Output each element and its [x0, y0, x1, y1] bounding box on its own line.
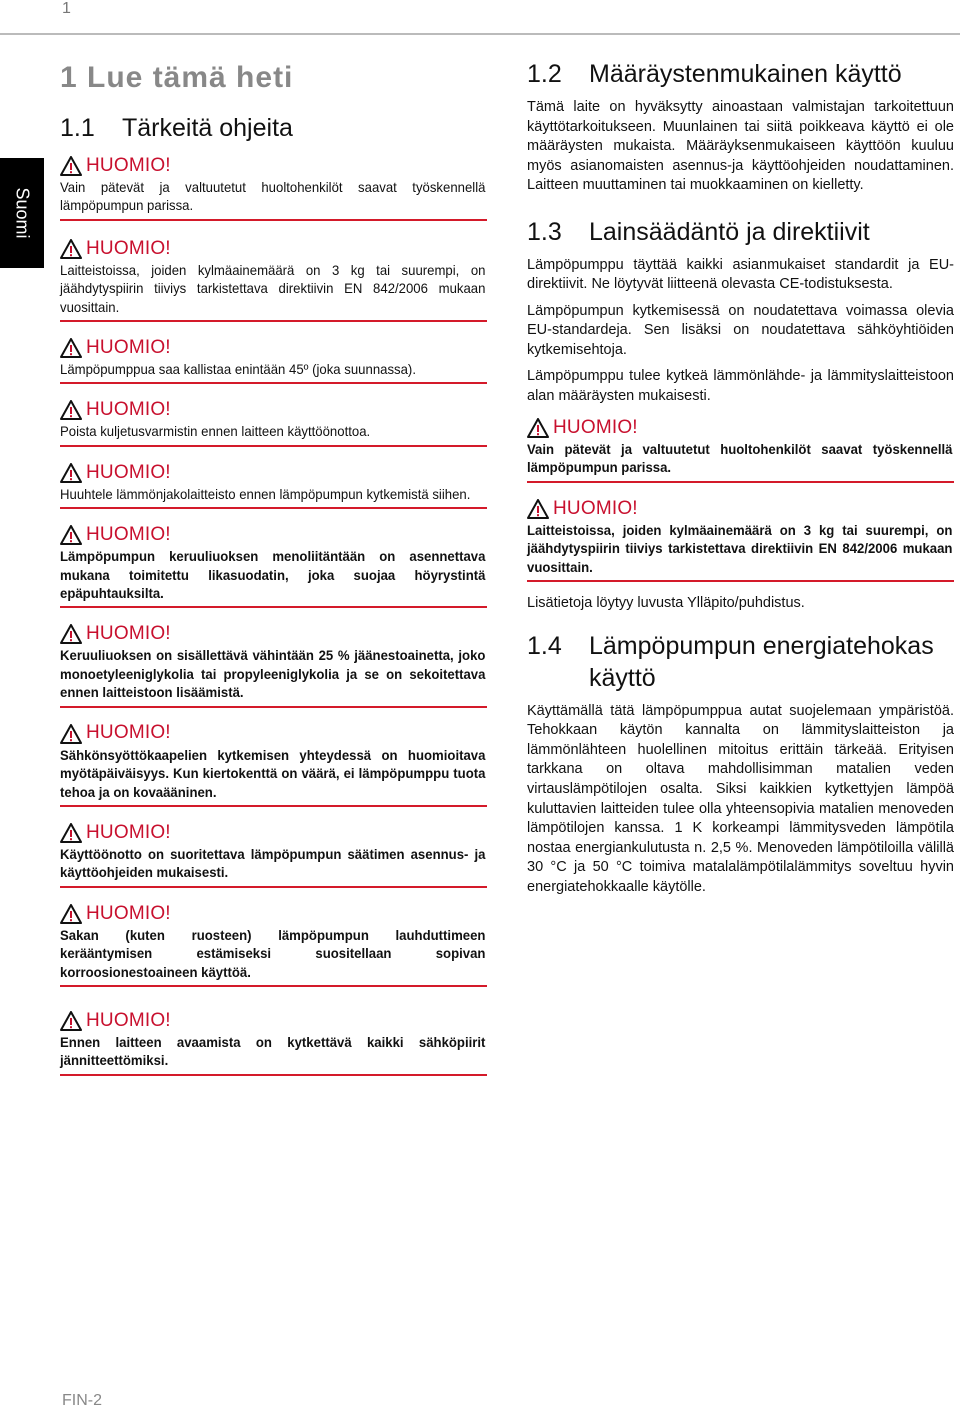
warning-header — [60, 154, 487, 178]
warning-title: HUOMIO! — [86, 154, 171, 176]
section-1-1-heading — [60, 112, 487, 144]
warning-box — [60, 154, 487, 221]
warning-text: Keruuliuoksen on sisällettävä vähintään 25 % jäänestoainetta, joko monoetyleeniglykolia tai propyleeniglykolia ja se on sekoitettava ennen laitteistoon lisäämistä. — [60, 647, 486, 701]
warning-triangle-icon — [60, 904, 82, 924]
warning-header — [60, 398, 487, 422]
warning-triangle-icon — [527, 418, 549, 438]
warning-header — [527, 497, 954, 521]
warning-text: Vain pätevät ja valtuutetut huoltohenkilöt saavat työskennellä lämpöpumpun parissa. — [60, 179, 486, 214]
section-1-3-paragraph: Lämpöpumppu tulee kytkeä lämmönlähde- ja lämmityslaitteistoon alan määräysten mukaisesti. — [527, 368, 954, 404]
section-number: 1.2 — [527, 60, 562, 88]
chapter-title: 1 Lue tämä heti — [60, 61, 294, 94]
warning-text: Poista kuljetusvarmistin ennen laitteen käyttöönottoa. — [60, 423, 371, 440]
warning-title: HUOMIO! — [553, 416, 638, 438]
warning-triangle-icon — [527, 499, 549, 519]
warning-text: Lämpöpumpun keruuliuoksen menoliitäntään on asennettava mukana toimitettu likasuodatin, joka suojaa höyrystintä epäpuhtauksilta. — [60, 548, 486, 602]
section-1-3-heading — [527, 216, 954, 248]
section-title: Lainsäädäntö ja direktiivit — [589, 217, 870, 246]
warning-header — [60, 237, 487, 261]
warning-triangle-icon — [60, 1011, 82, 1031]
warning-title: HUOMIO! — [86, 722, 171, 744]
warning-header — [60, 461, 487, 485]
section-1-2-heading — [527, 58, 954, 90]
warning-box — [60, 1009, 487, 1076]
warning-triangle-icon — [60, 823, 82, 843]
warning-title: HUOMIO! — [86, 237, 171, 259]
warning-triangle-icon — [60, 239, 82, 259]
top-rule — [0, 33, 960, 35]
warning-triangle-icon — [60, 338, 82, 358]
section-title: Tärkeitä ohjeita — [122, 114, 293, 142]
warning-text: Laitteistoissa, joiden kylmäainemäärä on 3 kg tai suurempi, on jäähdytyspiirin tiiviys tarkistettava direktiivin EN 842/2006 mukaan vuosittain. — [527, 521, 953, 575]
warning-box — [60, 237, 487, 322]
warning-header — [60, 821, 487, 845]
warning-triangle-icon — [60, 724, 82, 744]
footer-page-label: FIN-2 — [62, 1392, 102, 1409]
warning-header — [527, 416, 954, 440]
section-number: 1.4 — [527, 631, 562, 660]
warning-text: Vain pätevät ja valtuutetut huoltohenkilöt saavat työskennellä lämpöpumpun parissa. — [527, 441, 953, 476]
warning-header — [60, 523, 487, 547]
warning-text: Lämpöpumppua saa kallistaa enintään 45º (joka suunnassa). — [60, 361, 416, 378]
warning-box — [527, 416, 954, 483]
warning-title: HUOMIO! — [86, 902, 171, 924]
section-title-line1: Lämpöpumpun energiatehokas — [589, 631, 934, 660]
warning-box — [60, 821, 487, 888]
section-1-2-text: Tämä laite on hyväksytty ainoastaan valmistajan tarkoitettuun käyttötarkoitukseen. Muunlainen tai siitä poikkeava käyttö ei ole määräysten mukaista. Määräyksenmukaiseen käyttöön kuuluu myös asianomaisten asennus-ja käyttöohjeiden noudattaminen. Laitteen muuttaminen tai muokkaaminen on kielletty. — [527, 99, 954, 193]
more-info-text: Lisätietoja löytyy luvusta Ylläpito/puhdistus. — [527, 595, 805, 612]
section-number: 1.3 — [527, 217, 562, 246]
warning-title: HUOMIO! — [86, 1009, 171, 1031]
warning-box — [60, 398, 487, 446]
warning-box — [60, 336, 487, 384]
page-number: 1 — [62, 0, 71, 17]
warning-box — [60, 523, 487, 608]
warning-title: HUOMIO! — [553, 497, 638, 519]
left-column — [60, 58, 487, 1076]
section-1-4-heading — [527, 630, 954, 694]
warning-title: HUOMIO! — [86, 461, 171, 483]
warning-text: Huuhtele lämmönjakolaitteisto ennen lämpöpumpun kytkemistä siihen. — [60, 485, 471, 502]
right-column — [527, 58, 954, 897]
warning-box — [60, 722, 487, 807]
warning-title: HUOMIO! — [86, 399, 171, 421]
warning-triangle-icon — [60, 400, 82, 420]
warning-header — [60, 902, 487, 926]
warning-title: HUOMIO! — [86, 623, 171, 645]
warning-header — [60, 622, 487, 646]
warning-box — [527, 497, 954, 582]
left-warning-list — [60, 154, 487, 1076]
warning-triangle-icon — [60, 624, 82, 644]
warning-triangle-icon — [60, 463, 82, 483]
warning-text: Sakan (kuten ruosteen) lämpöpumpun lauhduttimeen kerääntymisen estämiseksi suositellaan sopivan korroosionestoaineen käyttöä. — [60, 926, 486, 980]
warning-triangle-icon — [60, 156, 82, 176]
section-1-4-text: Käyttämällä tätä lämpöpumppua autat suojelemaan ympäristöä. Tehokkaan käytön kannalta on lämmityslaitteiston ja lämmönlähteen huolellinen mitoitus erittäin tärkeää. Erityisen tarkkana on oltava mahdollisimman matalien veden virtauslämpötilojen osalta. Siksi kaikkien kytkettyjen lämpöä kuluttavien laitteiden tulee olla yhteensopivia matalien menoveden lämpötilojen kanssa. 1 K korkeampi lämmitysveden lämpötila nostaa energiankulutusta n. 2,5 %. Menoveden lämpötiloilla välillä 30 °C ja 50 °C toimiva matalalämpötilalämmitys soveltuu hyvin energiatehokkaalle käytölle. — [527, 702, 954, 895]
section-1-3-paragraph: Lämpöpumppu täyttää kaikki asianmukaiset standardit ja EU-direktiivit. Ne löytyvät liitteenä olevasta CE-todistuksesta. — [527, 256, 954, 292]
language-tab-label: Suomi — [12, 187, 33, 239]
warning-title: HUOMIO! — [86, 821, 171, 843]
warning-text: Ennen laitteen avaamista on kytkettävä kaikki sähköpiirit jännitteettömiksi. — [60, 1033, 486, 1069]
right-warning-list — [527, 416, 954, 582]
warning-box — [60, 461, 487, 509]
section-title-line2: käyttö — [589, 663, 656, 692]
warning-title: HUOMIO! — [86, 336, 171, 358]
warning-text: Sähkönsyöttökaapelien kytkemisen yhteydessä on huomioitava myötäpäiväisyys. Kun kiertokenttä on väärä, ei lämpöpumppu tuota tehoa ja on kovaääninen. — [60, 746, 486, 800]
warning-text: Käyttöönotto on suoritettava lämpöpumpun säätimen asennus- ja käyttöohjeiden mukaisesti. — [60, 845, 486, 881]
section-number: 1.1 — [60, 114, 95, 142]
warning-title: HUOMIO! — [86, 524, 171, 546]
warning-box — [60, 622, 487, 707]
warning-header — [60, 336, 487, 360]
section-title: Määräystenmukainen käyttö — [589, 60, 902, 88]
warning-header — [60, 1009, 487, 1033]
warning-box — [60, 902, 487, 987]
section-1-3-paragraph: Lämpöpumpun kytkemisessä on noudatettava voimassa olevia EU-standardeja. Sen lisäksi on noudatettava sähköyhtiöiden kytkemisehtoja. — [527, 302, 954, 358]
language-tab — [0, 158, 44, 268]
warning-triangle-icon — [60, 525, 82, 545]
warning-text: Laitteistoissa, joiden kylmäainemäärä on 3 kg tai suurempi, on jäähdytyspiirin tiiviys tarkistettava direktiivin EN 842/2006 mukaan vuosittain. — [60, 261, 486, 315]
warning-header — [60, 722, 487, 746]
